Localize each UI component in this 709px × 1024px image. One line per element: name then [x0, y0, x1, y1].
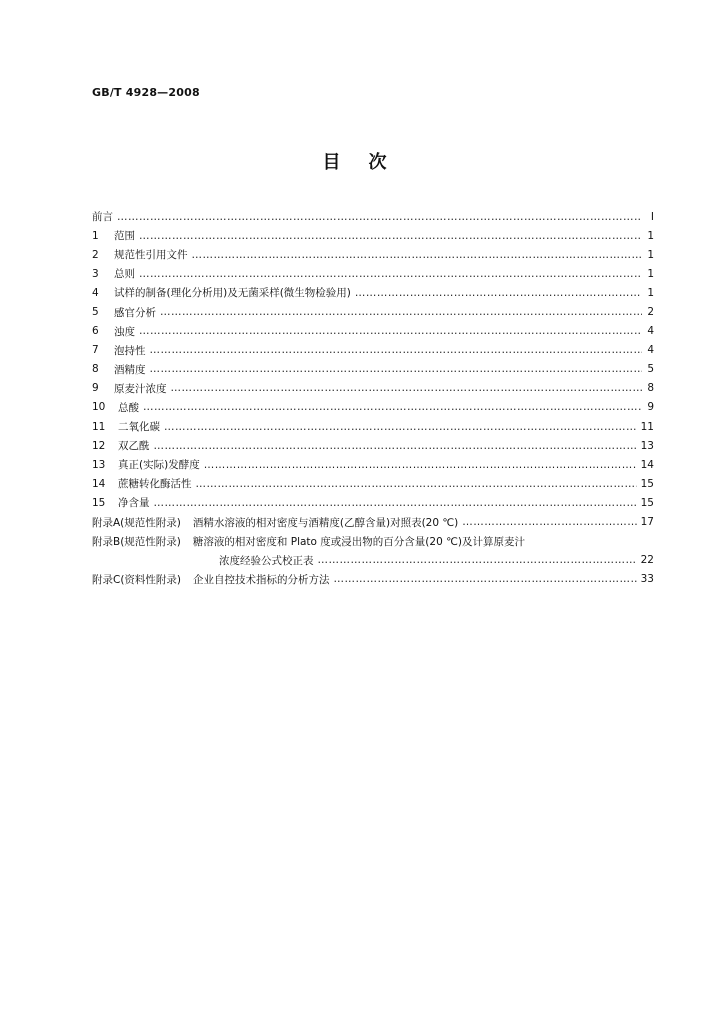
toc-appendix-label: 糖溶液的相对密度和 Plato 度或浸出物的百分含量(20 ℃)及计算原麦汁	[192, 535, 525, 548]
toc-entry-number: 3	[92, 267, 99, 280]
toc-entry-label: 感官分析	[114, 306, 156, 319]
toc-entry[interactable]	[92, 264, 654, 283]
toc-entry-page: 1	[647, 286, 654, 299]
toc-entry-page: 5	[647, 363, 654, 376]
toc-entry[interactable]	[92, 379, 654, 398]
toc-leader-dots	[139, 268, 642, 280]
toc-entry-label: 二氧化碳	[118, 421, 160, 434]
toc-leader-dots	[196, 478, 637, 490]
toc-appendix-page: 17	[640, 516, 654, 529]
toc-entry-page: 13	[640, 439, 654, 452]
toc-entry-label: 酒精度	[114, 363, 146, 376]
toc-entry-label: 双乙酰	[118, 440, 150, 453]
toc-entry-number: 7	[92, 344, 99, 357]
toc-appendix-b-continued[interactable]	[92, 551, 654, 570]
toc-entry-label: 泡持性	[114, 344, 146, 357]
toc-entry[interactable]	[92, 283, 654, 302]
toc-entry-label: 试样的制备(理化分析用)及无菌采样(微生物检验用)	[114, 287, 351, 300]
toc-appendix-label-continued: 浓度经验公式校正表	[219, 554, 314, 567]
toc-entry-number: 15	[92, 496, 106, 509]
toc-entry-page: 8	[647, 382, 654, 395]
toc-entry-number: 11	[92, 420, 106, 433]
toc-entry-label: 前言	[92, 211, 113, 224]
toc-leader-dots	[355, 287, 642, 299]
toc-entry-label: 净含量	[118, 497, 150, 510]
toc-leader-dots	[164, 421, 637, 433]
toc-entry[interactable]	[92, 245, 654, 264]
toc-entry[interactable]	[92, 302, 654, 321]
toc-entry-page: 1	[647, 248, 654, 261]
toc-leader-dots	[150, 363, 643, 375]
toc-appendix-number: 附录C(资料性附录)	[92, 573, 182, 586]
toc-appendix-c[interactable]	[92, 570, 654, 589]
toc-entry-number: 2	[92, 248, 99, 261]
toc-appendix-page: 33	[640, 573, 654, 586]
toc-leader-dots	[143, 401, 642, 413]
toc-entry-number: 4	[92, 286, 99, 299]
toc-appendix-a[interactable]	[92, 513, 654, 532]
toc-appendix-number: 附录A(规范性附录)	[92, 516, 181, 529]
toc-entry-number: 13	[92, 458, 106, 471]
toc-entry-page: Ⅰ	[650, 210, 654, 223]
toc-entry[interactable]	[92, 398, 654, 417]
toc-leader-dots	[334, 573, 637, 585]
toc-entry-label: 范围	[114, 230, 135, 243]
toc-entry-number: 6	[92, 325, 99, 338]
toc-leader-dots	[318, 554, 637, 566]
toc-entry-label: 浊度	[114, 325, 135, 338]
toc-entry[interactable]	[92, 341, 654, 360]
toc-leader-dots	[154, 440, 637, 452]
table-of-contents	[92, 207, 654, 589]
toc-entry[interactable]	[92, 455, 654, 474]
toc-entry-page: 9	[647, 401, 654, 414]
toc-appendix-label: 企业自控技术指标的分析方法	[193, 573, 330, 586]
toc-entry-page: 4	[647, 344, 654, 357]
toc-leader-dots	[192, 249, 643, 261]
toc-leader-dots	[150, 344, 643, 356]
toc-appendix-page: 22	[640, 554, 654, 567]
toc-entry-label: 蔗糖转化酶活性	[118, 478, 192, 491]
toc-entry-number: 12	[92, 439, 106, 452]
toc-leader-dots	[204, 459, 637, 471]
toc-leader-dots	[462, 516, 636, 528]
toc-entry[interactable]	[92, 474, 654, 493]
toc-entry-label: 真正(实际)发酵度	[118, 459, 200, 472]
toc-entry-number: 10	[92, 401, 106, 414]
toc-leader-dots	[139, 325, 642, 337]
page-title: 目次	[322, 152, 415, 173]
toc-leader-dots	[160, 306, 642, 318]
toc-entry-page: 4	[647, 325, 654, 338]
toc-entry[interactable]	[92, 322, 654, 341]
toc-entry-label: 总酸	[118, 401, 139, 414]
toc-entry-foreword[interactable]	[92, 207, 654, 226]
toc-leader-dots	[117, 211, 642, 223]
toc-entry-number: 8	[92, 363, 99, 376]
toc-entry[interactable]	[92, 417, 654, 436]
toc-appendix-number: 附录B(规范性附录)	[92, 535, 181, 548]
toc-entry-number: 5	[92, 306, 99, 319]
toc-appendix-label: 酒精水溶液的相对密度与酒精度(乙醇含量)对照表(20 ℃)	[192, 516, 459, 529]
toc-entry-page: 14	[640, 458, 654, 471]
toc-entry-number: 1	[92, 229, 99, 242]
toc-leader-dots	[139, 230, 642, 242]
toc-entry-number: 9	[92, 382, 99, 395]
toc-entry[interactable]	[92, 360, 654, 379]
toc-entry-label: 原麦汁浓度	[114, 382, 167, 395]
toc-entry-page: 11	[640, 420, 654, 433]
document-code: GB/T 4928—2008	[92, 86, 200, 99]
toc-entry-label: 规范性引用文件	[114, 249, 188, 262]
toc-entry[interactable]	[92, 436, 654, 455]
toc-entry-label: 总则	[114, 268, 135, 281]
toc-entry-page: 15	[640, 496, 654, 509]
toc-entry-page: 1	[647, 267, 654, 280]
toc-entry-page: 2	[647, 306, 654, 319]
toc-appendix-b[interactable]	[92, 532, 654, 551]
toc-entry-page: 15	[640, 477, 654, 490]
toc-entry[interactable]	[92, 226, 654, 245]
toc-entry-page: 1	[647, 229, 654, 242]
toc-entry[interactable]	[92, 493, 654, 512]
toc-leader-dots	[171, 382, 643, 394]
toc-entry-number: 14	[92, 477, 106, 490]
toc-leader-dots	[154, 497, 637, 509]
